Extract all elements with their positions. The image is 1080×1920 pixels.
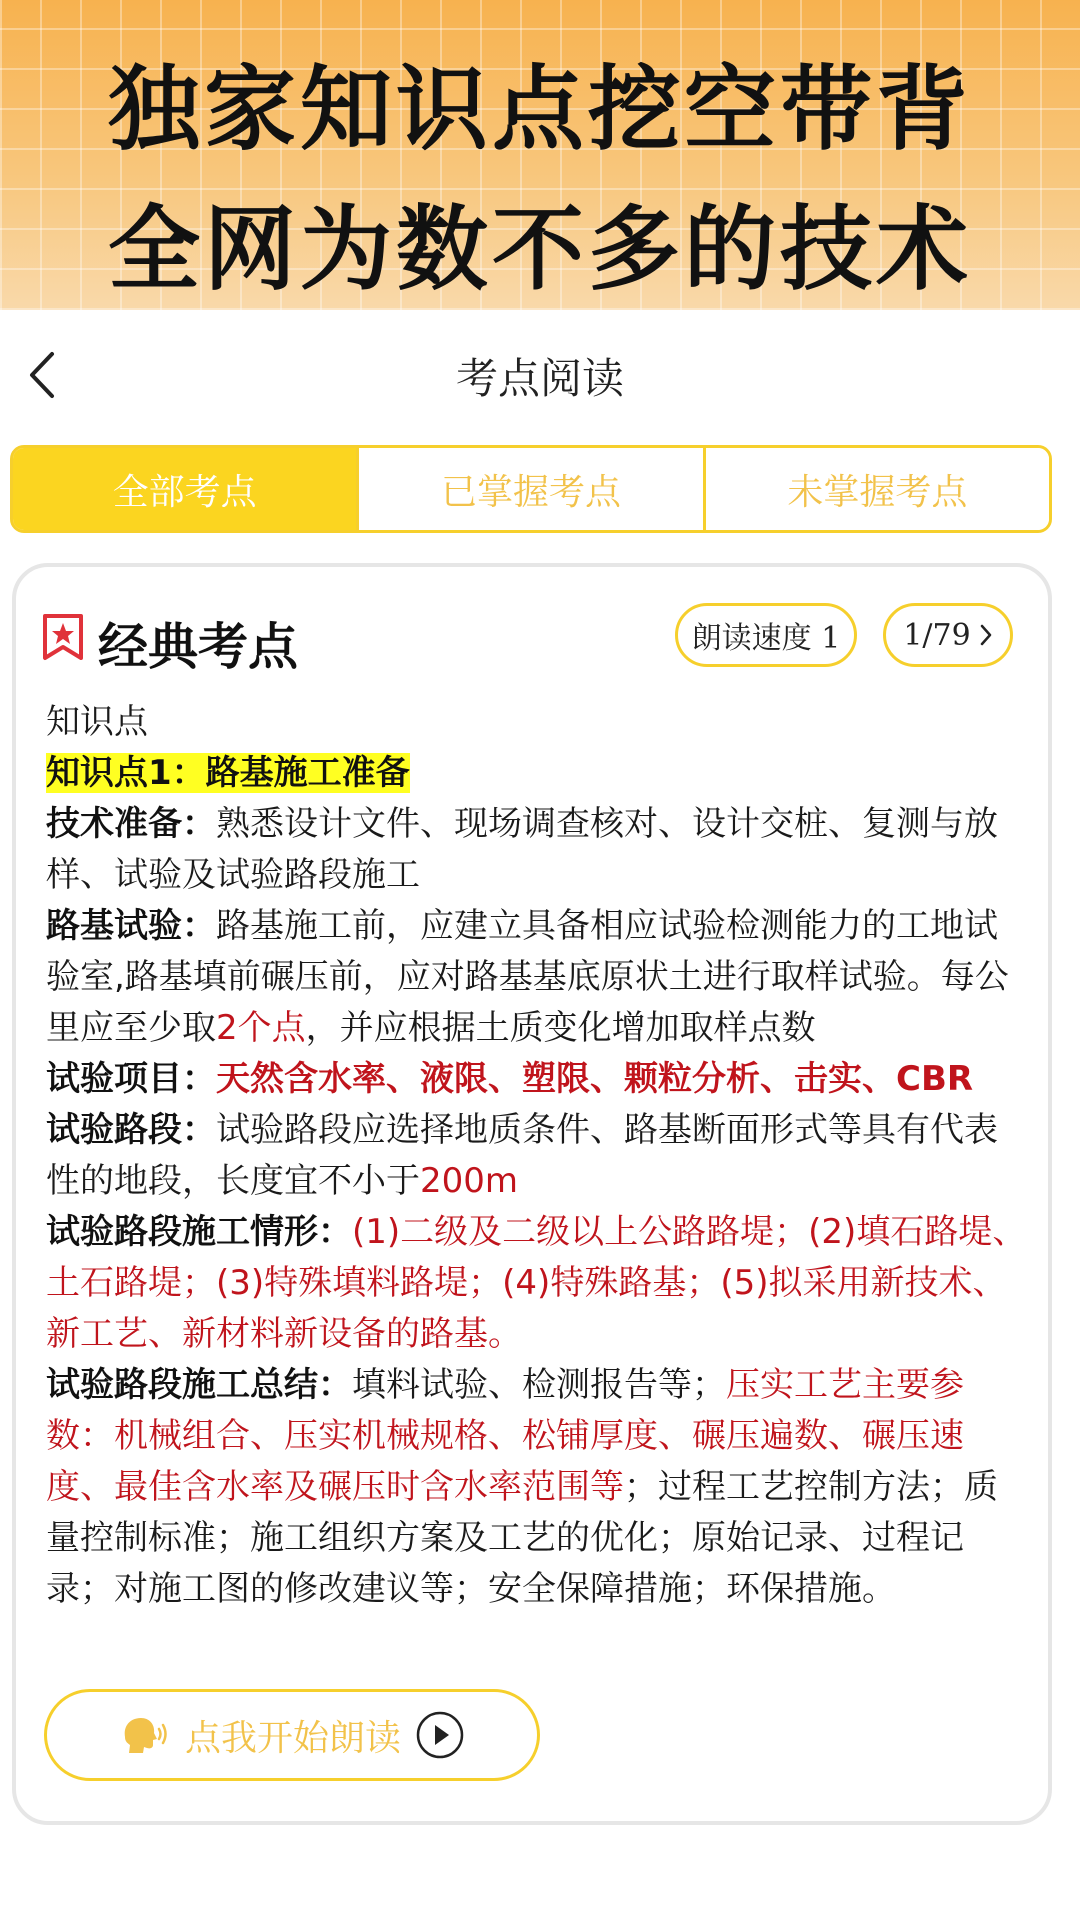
tab-unmastered-points[interactable]: 未掌握考点 — [703, 448, 1049, 530]
paragraph-test-section-cases: 试验路段施工情形：(1)二级及二级以上公路路堤；(2)填石路堤、土石路堤；(3)特殊填料路堤；(4)特殊路基；(5)拟采用新技术、新工艺、新材料新设备的路基。 — [46, 1212, 1027, 1354]
filter-tabs — [10, 445, 1052, 533]
page-title: 考点阅读 — [455, 354, 624, 403]
chevron-right-icon — [979, 623, 993, 647]
knowledge-point-title: 知识点1：路基施工准备 — [46, 753, 410, 793]
paragraph-tech-prep: 技术准备：熟悉设计文件、现场调查核对、设计交桩、复测与放样、试验及试验路段施工 — [46, 804, 998, 895]
header-bar — [0, 310, 1080, 438]
tab-all-points[interactable]: 全部考点 — [13, 448, 356, 530]
paragraph-test-section: 试验路段：试验路段应选择地质条件、路基断面形式等具有代表性的地段，长度宜不小于200m — [46, 1110, 998, 1201]
section-title: 经典考点 — [98, 618, 298, 676]
bookmark-star-icon — [42, 613, 84, 661]
promo-banner — [0, 0, 1080, 310]
page-indicator-label: 1/79 — [903, 617, 971, 653]
banner-line-1: 独家知识点挖空带背 — [107, 56, 972, 163]
speaking-head-icon — [119, 1715, 171, 1755]
intro-text: 知识点 — [46, 702, 148, 742]
card-header — [42, 603, 1022, 676]
tab-mastered-points[interactable]: 已掌握考点 — [356, 448, 702, 530]
paragraph-test-items: 试验项目：天然含水率、液限、塑限、颗粒分析、击实、CBR — [46, 1059, 974, 1099]
knowledge-content — [46, 697, 1031, 1615]
start-reading-button[interactable] — [44, 1689, 540, 1781]
play-circle-icon — [415, 1710, 465, 1760]
reading-speed-label: 朗读速度 1 — [691, 621, 841, 656]
start-reading-label: 点我开始朗读 — [184, 1717, 401, 1759]
paragraph-test-section-summary: 试验路段施工总结：填料试验、检测报告等；压实工艺主要参数：机械组合、压实机械规格、松铺厚度、碾压遍数、碾压速度、最佳含水率及碾压时含水率范围等；过程工艺控制方法；质量控制标准；施工组织方案及工艺的优化；原始记录、过程记录；对施工图的修改建议等；安全保障措施；环保措施。 — [46, 1365, 998, 1609]
banner-line-2: 全网为数不多的技术 — [107, 196, 972, 303]
reading-speed-button[interactable] — [675, 603, 857, 667]
paragraph-subgrade-test: 路基试验：路基施工前，应建立具备相应试验检测能力的工地试验室,路基填前碾压前，应对路基基底原状土进行取样试验。每公里应至少取2个点，并应根据土质变化增加取样点数 — [46, 906, 1009, 1048]
page-indicator-button[interactable] — [883, 603, 1013, 667]
knowledge-card — [12, 563, 1052, 1825]
